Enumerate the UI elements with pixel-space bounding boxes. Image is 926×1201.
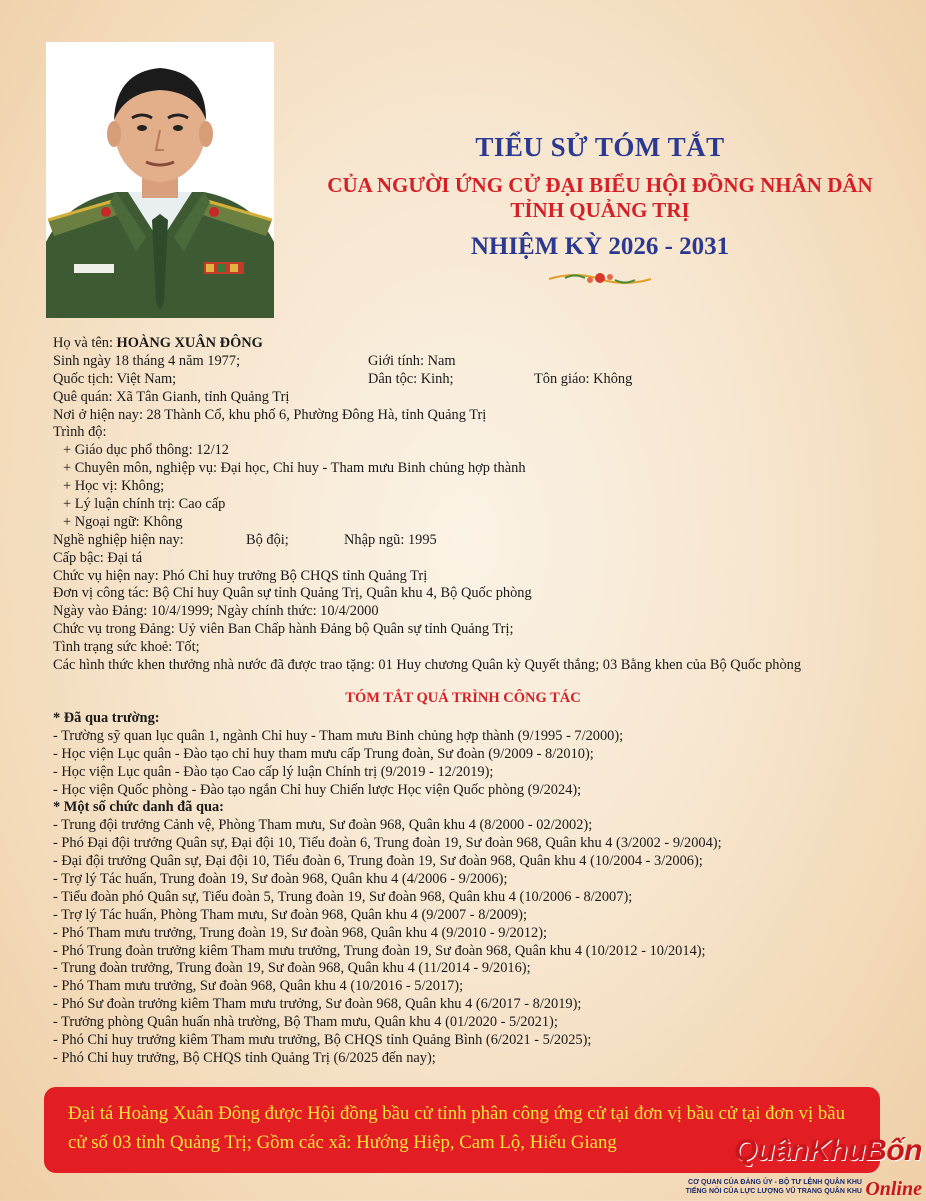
title-term: NHIỆM KỲ 2026 - 2031 bbox=[470, 233, 730, 260]
schools-label: * Đã qua trường: bbox=[53, 710, 160, 726]
position-item: - Phó Chỉ huy trưởng kiêm Tham mưu trưởng, Bộ CHQS tỉnh Quảng Bình (6/2021 - 5/2025); bbox=[53, 1032, 592, 1049]
positions-label: * Một số chức danh đã qua: bbox=[53, 799, 224, 816]
education-item: + Học vị: Không; bbox=[63, 478, 165, 495]
portrait-photo bbox=[46, 42, 274, 318]
education-item: + Giáo dục phổ thông: 12/12 bbox=[63, 442, 229, 459]
banner-text: Đại tá Hoàng Xuân Đông được Hội đồng bầu cử tỉnh phân công ứng cử tại đơn vị bầu cử tại đơn vị bầu cử số 03 tỉnh Quảng Trị; Gồm các xã: Hướng Hiệp, Cam Lộ, Hiếu Giang bbox=[68, 1103, 846, 1153]
awards: Các hình thức khen thưởng nhà nước đã được trao tặng: 01 Huy chương Quân kỳ Quyết thắng; 03 Bằng khen của Bộ Quốc phòng bbox=[53, 657, 802, 674]
hometown: Quê quán: Xã Tân Gianh, tỉnh Quảng Trị bbox=[53, 388, 290, 405]
education-item: + Ngoại ngữ: Không bbox=[63, 513, 183, 530]
school-item: - Học viện Lục quân - Đào tạo Cao cấp lý luận Chính trị (9/2019 - 12/2019); bbox=[53, 763, 494, 780]
personal-info bbox=[53, 335, 913, 675]
occupation: Bộ đội; bbox=[246, 531, 289, 548]
education-item: + Lý luận chính trị: Cao cấp bbox=[63, 496, 226, 513]
occupation-label: Nghề nghiệp hiện nay: bbox=[53, 531, 184, 548]
info-nationality-row bbox=[53, 371, 913, 389]
school-item: - Học viện Quốc phòng - Đào tạo ngắn Chỉ huy Chiến lược Học viện Quốc phòng (9/2024); bbox=[53, 781, 582, 798]
position-item: - Trưởng phòng Quân huấn nhà trường, Bộ Tham mưu, Quân khu 4 (01/2020 - 5/2021); bbox=[53, 1014, 558, 1031]
party-join-date: Ngày vào Đảng: 10/4/1999; Ngày chính thức: 10/4/2000 bbox=[53, 603, 379, 620]
info-birth-row bbox=[53, 353, 913, 371]
school-item: - Học viện Lục quân - Đào tạo chỉ huy tham mưu cấp Trung đoàn, Sư đoàn (9/2009 - 8/2010); bbox=[53, 745, 594, 762]
health-status: Tình trạng sức khoẻ: Tốt; bbox=[53, 639, 200, 656]
position-item: - Trung đoàn trưởng, Trung đoàn 19, Sư đoàn 968, Quân khu 4 (11/2014 - 9/2016); bbox=[53, 960, 531, 977]
birth-date: Sinh ngày 18 tháng 4 năm 1977; bbox=[53, 352, 241, 369]
brand-tagline-1: CƠ QUAN CỦA ĐẢNG ỦY - BỘ TƯ LỆNH QUÂN KHU bbox=[688, 1179, 862, 1186]
school-item: - Trường sỹ quan lục quân 1, ngành Chỉ huy - Tham mưu Binh chủng hợp thành (9/1995 - 7/2000); bbox=[53, 727, 624, 744]
gender: Giới tính: Nam bbox=[368, 352, 456, 369]
brand-logo: QuânKhuBốn bbox=[733, 1134, 922, 1167]
education-item: + Chuyên môn, nghiệp vụ: Đại học, Chỉ huy - Tham mưu Binh chủng hợp thành bbox=[63, 460, 526, 477]
position-item: - Trợ lý Tác huấn, Phòng Tham mưu, Sư đoàn 968, Quân khu 4 (9/2007 - 8/2009); bbox=[53, 906, 527, 923]
nationality: Quốc tịch: Việt Nam; bbox=[53, 370, 177, 387]
info-name-row bbox=[53, 335, 913, 353]
residence: Nơi ở hiện nay: 28 Thành Cổ, khu phố 6, Phường Đông Hà, tỉnh Quảng Trị bbox=[53, 406, 487, 423]
name-label: Họ và tên: bbox=[53, 335, 117, 351]
work-section-title: TÓM TẮT QUÁ TRÌNH CÔNG TÁC bbox=[345, 690, 581, 706]
position-item: - Phó Tham mưu trưởng, Trung đoàn 19, Sư đoàn 968, Quân khu 4 (9/2010 - 9/2012); bbox=[53, 924, 548, 941]
position-item: - Phó Đại đội trưởng Quân sự, Đại đội 10, Tiểu đoàn 6, Trung đoàn 19, Sư đoàn 968, Quân khu 4 (3/2002 - 9/2004); bbox=[53, 835, 722, 852]
brand-online: Online bbox=[865, 1178, 922, 1200]
position-item: - Trung đội trưởng Cảnh vệ, Phòng Tham mưu, Sư đoàn 968, Quân khu 4 (8/2000 - 02/2002); bbox=[53, 817, 593, 834]
position-item: - Tiểu đoàn phó Quân sự, Tiểu đoàn 5, Trung đoàn 19, Sư đoàn 968, Quân khu 4 (10/2006 - 8/2007); bbox=[53, 888, 633, 905]
party-position: Chức vụ trong Đảng: Uỷ viên Ban Chấp hành Đảng bộ Quân sự tỉnh Quảng Trị; bbox=[53, 621, 514, 638]
religion: Tôn giáo: Không bbox=[534, 370, 633, 387]
headline bbox=[300, 132, 900, 292]
work-unit: Đơn vị công tác: Bộ Chỉ huy Quân sự tỉnh Quảng Trị, Quân khu 4, Bộ Quốc phòng bbox=[53, 585, 532, 602]
work-history bbox=[53, 710, 913, 1068]
brand-watermark bbox=[684, 1134, 924, 1200]
candidate-name: HOÀNG XUÂN ĐÔNG bbox=[116, 335, 263, 351]
ornament-icon bbox=[545, 269, 655, 287]
brand-tagline-2: TIẾNG NÓI CỦA LỰC LƯỢNG VŨ TRANG QUÂN KHU bbox=[685, 1188, 862, 1195]
position-item: - Phó Chỉ huy trưởng, Bộ CHQS tỉnh Quảng Trị (6/2025 đến nay); bbox=[53, 1049, 436, 1066]
position-item: - Phó Tham mưu trưởng, Sư đoàn 968, Quân khu 4 (10/2016 - 5/2017); bbox=[53, 978, 464, 995]
current-position: Chức vụ hiện nay: Phó Chỉ huy trưởng Bộ CHQS tỉnh Quảng Trị bbox=[53, 567, 428, 584]
title-candidate: CỦA NGƯỜI ỨNG CỬ ĐẠI BIỂU HỘI ĐỒNG NHÂN DÂN TỈNH QUẢNG TRỊ bbox=[327, 173, 873, 222]
position-item: - Trợ lý Tác huấn, Trung đoàn 19, Sư đoàn 968, Quân khu 4 (4/2006 - 9/2006); bbox=[53, 871, 508, 888]
position-item: - Phó Trung đoàn trưởng kiêm Tham mưu trưởng, Trung đoàn 19, Sư đoàn 968, Quân khu 4 (10/2012 - 10/2014); bbox=[53, 942, 706, 959]
rank: Cấp bậc: Đại tá bbox=[53, 549, 143, 566]
position-item: - Phó Sư đoàn trưởng kiêm Tham mưu trưởng, Sư đoàn 968, Quân khu 4 (6/2017 - 8/2019); bbox=[53, 996, 582, 1013]
ethnicity: Dân tộc: Kinh; bbox=[368, 370, 454, 387]
enlist-year: Nhập ngũ: 1995 bbox=[344, 531, 437, 548]
position-item: - Đại đội trưởng Quân sự, Đại đội 10, Tiểu đoàn 6, Trung đoàn 19, Sư đoàn 968, Quân khu 4 (10/2004 - 3/2006); bbox=[53, 853, 703, 870]
info-occupation-row bbox=[53, 532, 913, 550]
education-label: Trình độ: bbox=[53, 424, 107, 441]
title-summary: TIỂU SỬ TÓM TẮT bbox=[475, 132, 725, 162]
